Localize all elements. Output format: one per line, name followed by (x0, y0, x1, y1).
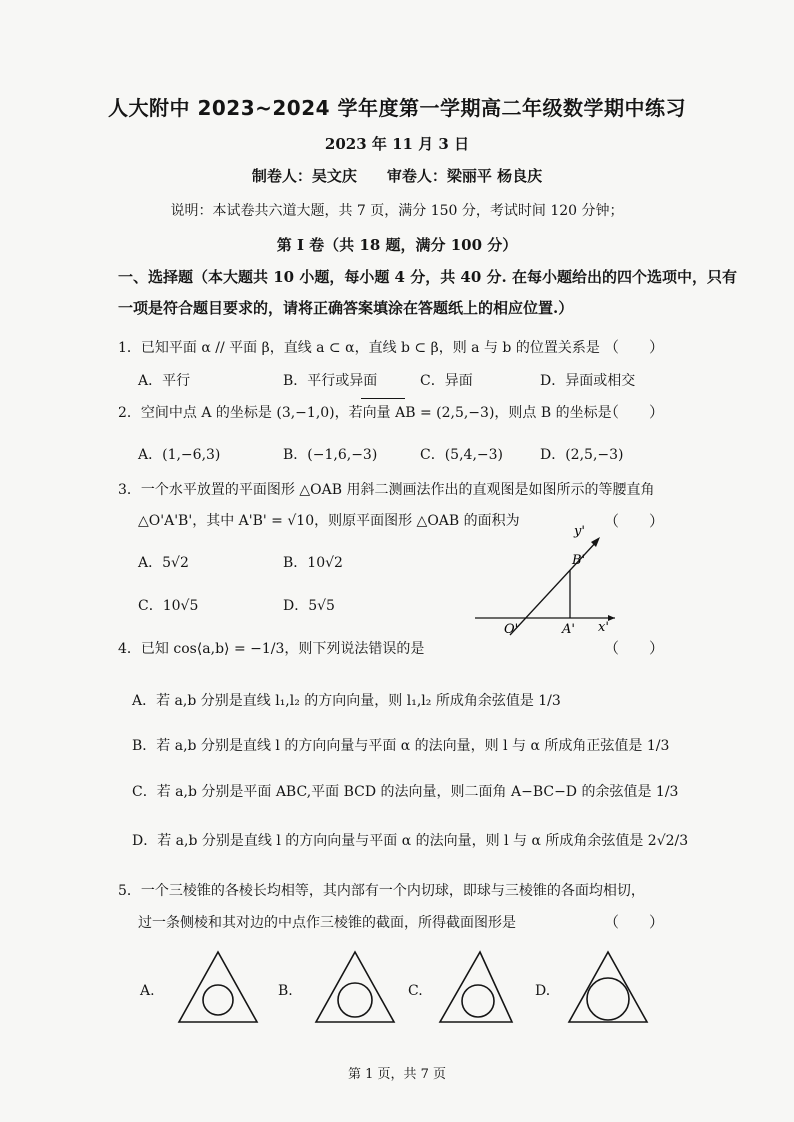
instructions-line: 说明：本试卷共六道大题，共 7 页，满分 150 分，考试时间 120 分钟； (170, 203, 624, 219)
q4-answer-paren: （ ） (604, 639, 665, 657)
circle-shape (462, 985, 494, 1017)
triangle-shape (569, 952, 647, 1022)
q3-option-b: B．10√2 (283, 555, 343, 571)
triangle-shape (316, 952, 394, 1022)
q3-oblique-figure (470, 515, 620, 640)
q1-option-a: A．平行 (138, 373, 191, 389)
q3-answer-paren: （ ） (604, 512, 665, 530)
q2-answer-paren: （ ） (604, 403, 665, 421)
triangle-shape (179, 952, 257, 1022)
q5-stem-line2: 过一条侧棱和其对边的中点作三棱锥的截面，所得截面图形是 (138, 915, 516, 931)
q5-option-d-label: D. (535, 983, 551, 999)
q2-option-b: B．(−1,6,−3) (283, 447, 378, 463)
q3-option-d: D．5√5 (283, 598, 335, 614)
vector-arrow-bar (361, 398, 405, 399)
q5-option-c-figure (430, 948, 516, 1026)
q1-stem: 1．已知平面 α // 平面 β，直线 a ⊂ α，直线 b ⊂ β，则 a 与 b 的位置关系是 (118, 340, 600, 356)
q4-option-c: C．若 a,b 分别是平面 ABC,平面 BCD 的法向量，则二面角 A−BC−D 的余弦值是 1/3 (132, 784, 679, 800)
q1-option-b: B．平行或异面 (283, 373, 378, 389)
q5-option-a-label: A. (140, 983, 155, 999)
q2-option-a: A．(1,−6,3) (138, 447, 221, 463)
triangle-shape (440, 952, 512, 1022)
label-x: x' (598, 620, 609, 635)
section-title: 第 I 卷（共 18 题，满分 100 分） (276, 236, 518, 254)
q5-option-a-figure (175, 948, 261, 1026)
q1-answer-paren: （ ） (604, 338, 665, 356)
authors-line: 制卷人：吴文庆 审卷人：梁丽平 杨良庆 (251, 167, 543, 185)
q4-stem: 4．已知 cos⟨a,b⟩ = −1/3，则下列说法错误的是 (118, 641, 425, 657)
label-o: O' (504, 622, 519, 637)
q5-option-c-label: C. (408, 983, 423, 999)
circle-shape (203, 985, 233, 1015)
circle-shape (587, 978, 629, 1020)
q4-option-b: B．若 a,b 分别是直线 l 的方向向量与平面 α 的法向量，则 l 与 α 所成角正弦值是 1/3 (132, 738, 670, 754)
q2-option-c: C．(5,4,−3) (420, 447, 503, 463)
q5-option-b-label: B. (278, 983, 293, 999)
x-axis-arrow (608, 615, 615, 621)
q2-option-d: D．(2,5,−3) (540, 447, 624, 463)
q2-stem: 2．空间中点 A 的坐标是 (3,−1,0)，若向量 AB = (2,5,−3)，则点 B 的坐标是 (118, 405, 612, 421)
exam-date: 2023 年 11 月 3 日 (324, 135, 470, 153)
q4-option-a: A．若 a,b 分别是直线 l₁,l₂ 的方向向量，则 l₁,l₂ 所成角余弦值是 1/3 (132, 693, 561, 709)
page-footer: 第 1 页，共 7 页 (347, 1067, 447, 1082)
q1-option-c: C．异面 (420, 373, 473, 389)
label-y: y' (574, 524, 585, 539)
label-a: A' (562, 622, 575, 637)
part1-heading-line2: 一项是符合题目要求的，请将正确答案填涂在答题纸上的相应位置.） (118, 299, 574, 317)
q5-answer-paren: （ ） (604, 913, 665, 931)
q3-option-a: A．5√2 (138, 555, 189, 571)
q3-stem-line1: 3．一个水平放置的平面图形 △OAB 用斜二测画法作出的直观图是如图所示的等腰直角 (118, 482, 655, 498)
page-title: 人大附中 2023~2024 学年度第一学期高二年级数学期中练习 (107, 96, 686, 120)
q3-stem-line2: △O'A'B'，其中 A'B' = √10，则原平面图形 △OAB 的面积为 (138, 513, 520, 529)
q5-option-d-figure (565, 948, 651, 1026)
q4-option-d: D．若 a,b 分别是直线 l 的方向向量与平面 α 的法向量，则 l 与 α 所成角余弦值是 2√2/3 (132, 833, 689, 849)
label-b: B' (572, 553, 586, 568)
part1-heading-line1: 一、选择题（本大题共 10 小题，每小题 4 分，共 40 分. 在每小题给出的四个选项中，只有 (118, 268, 737, 286)
circle-shape (338, 983, 372, 1017)
q3-option-c: C．10√5 (138, 598, 199, 614)
q1-option-d: D．异面或相交 (540, 373, 636, 389)
q5-stem-line1: 5．一个三棱锥的各棱长均相等，其内部有一个内切球，即球与三棱锥的各面均相切， (118, 883, 645, 899)
q5-option-b-figure (312, 948, 398, 1026)
